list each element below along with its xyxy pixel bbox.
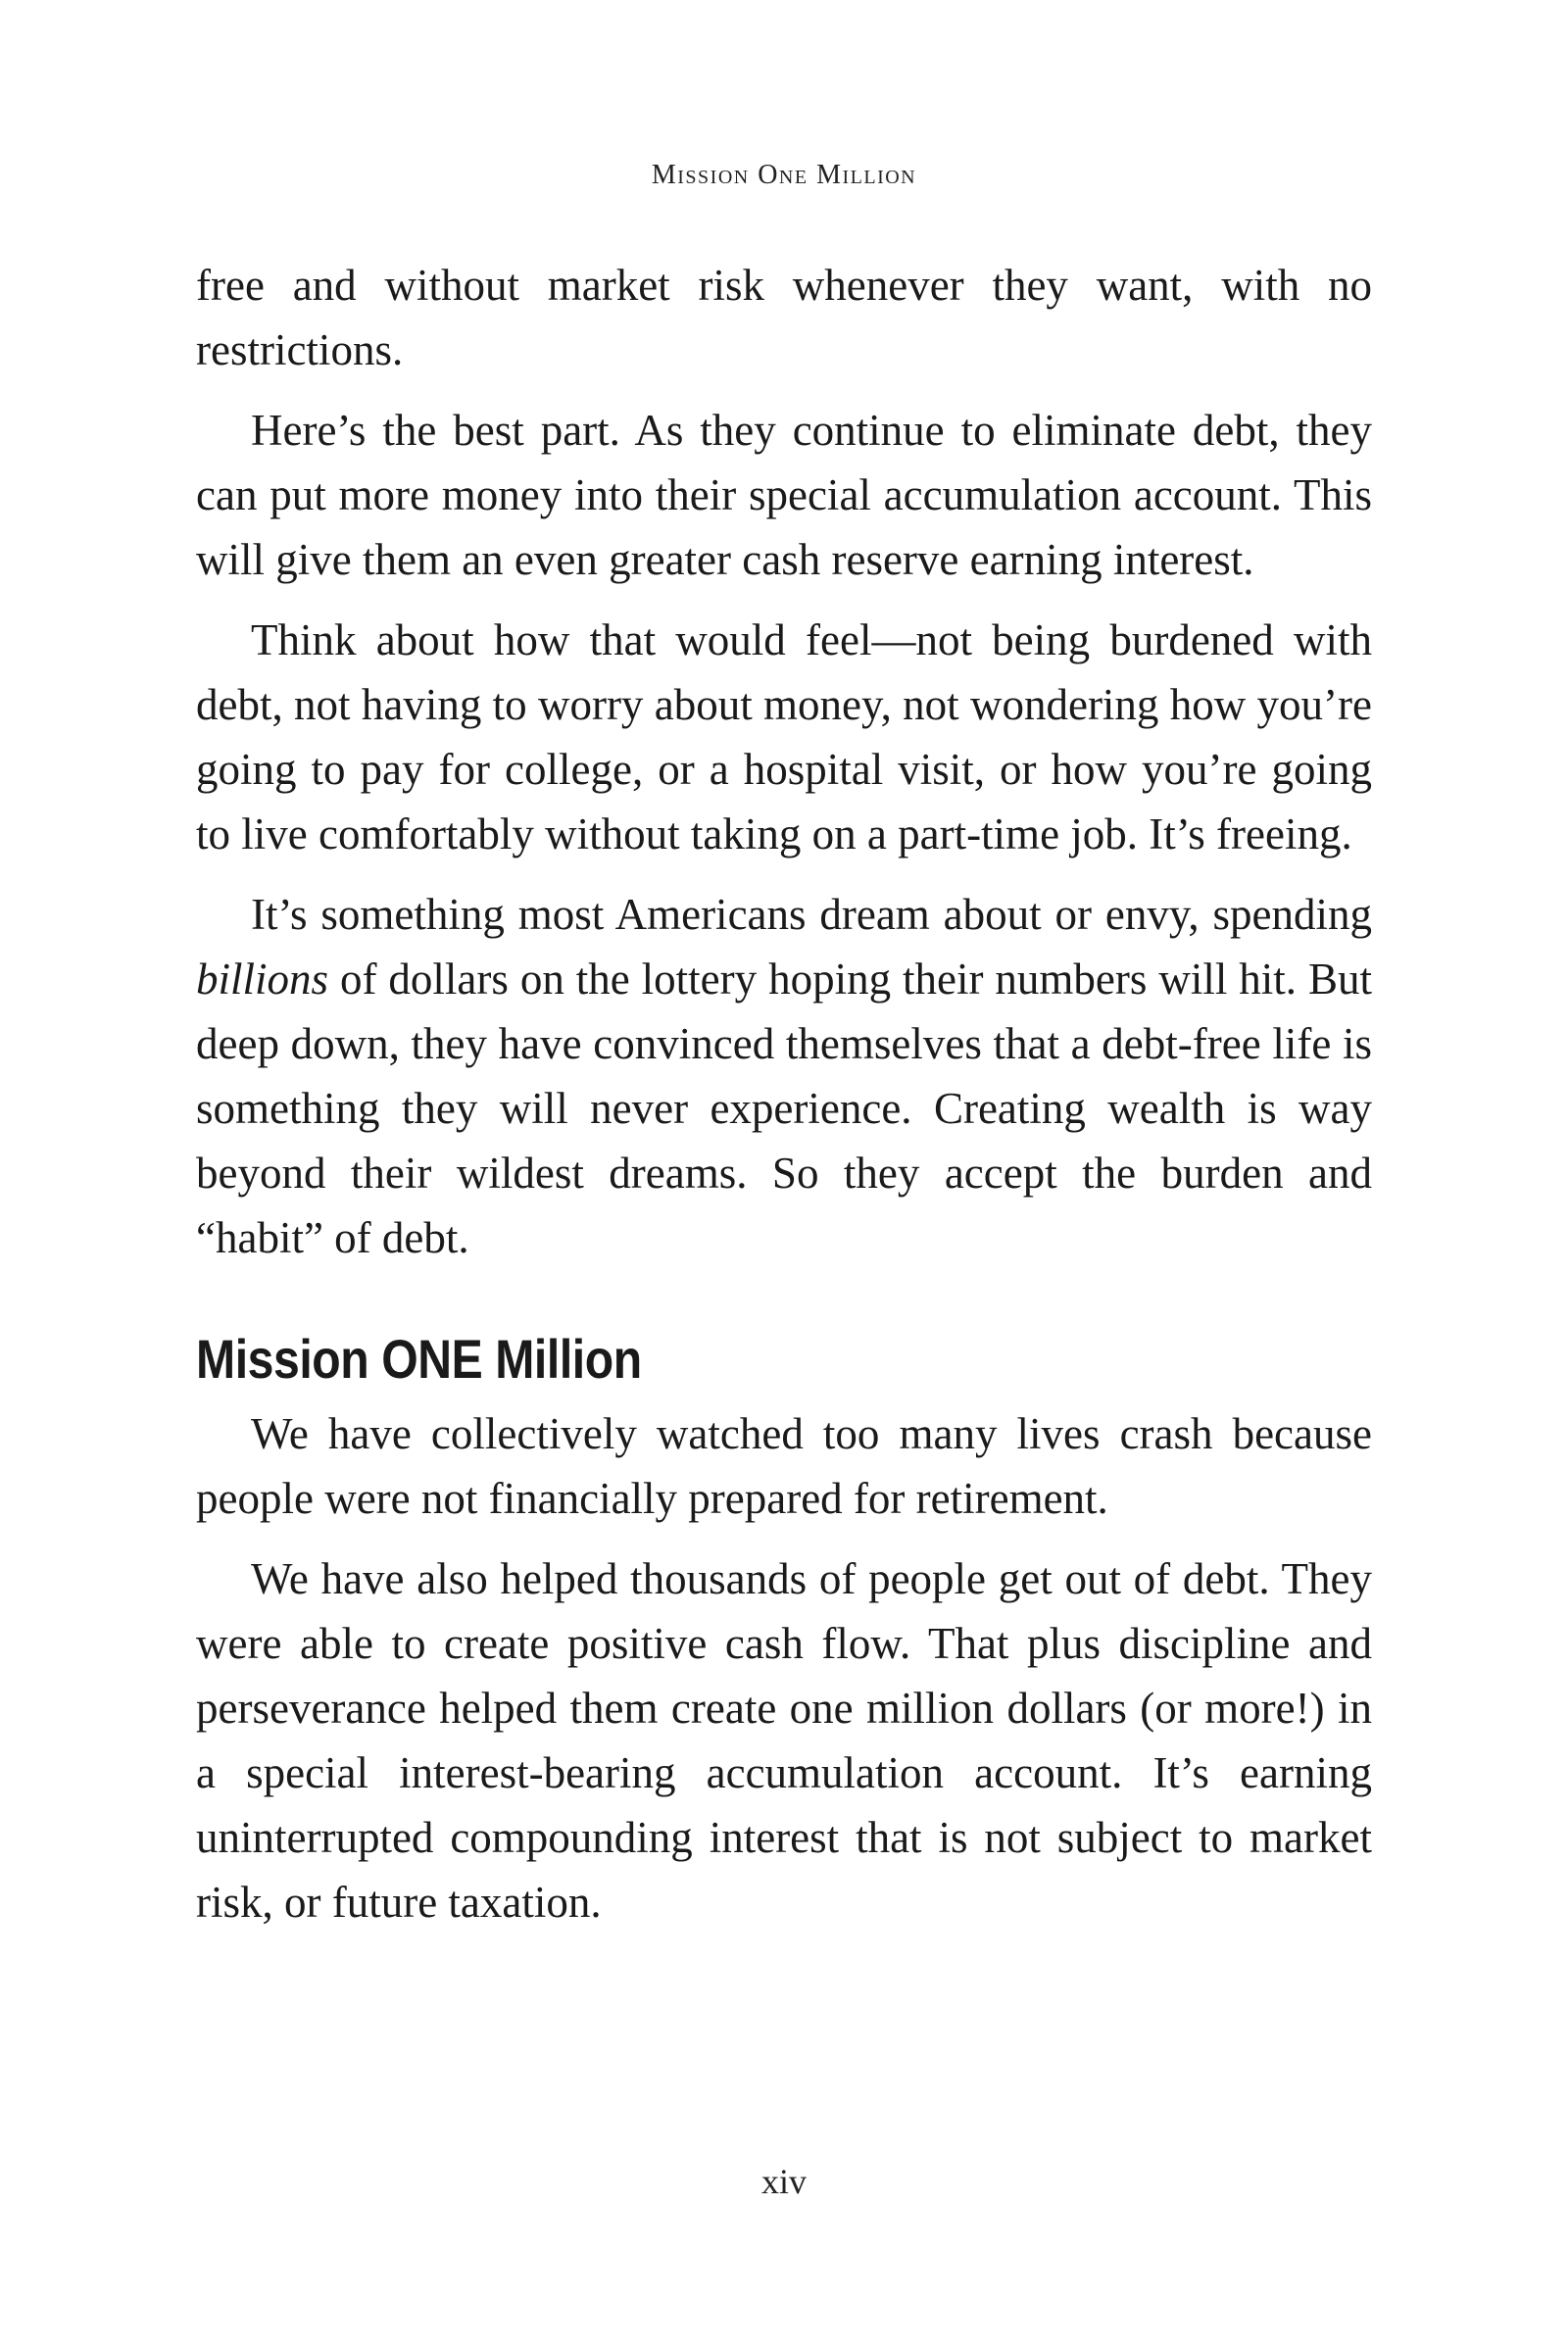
paragraph-lottery-italic: billions — [196, 955, 329, 1004]
paragraph-helped-thousands: We have also helped thousands of people get out of debt. They were able to create positive cash flow. That plus discipline and perseverance helped them create one million dollars (or more!) in a special interest-bearing accumulation account. It’s earning uninterrupted compounding interest that is not subject to market risk, or future taxation. — [196, 1554, 1372, 1927]
paragraph-lottery-before: It’s something most Americans dream about or envy, spending — [251, 890, 1372, 939]
paragraph-think-about: Think about how that would feel—not being burdened with debt, not having to worry about money, not wondering how you’re going to pay for college, or a hospital visit, or how you’re going to live comfortably without taking on a part-time job. It’s freeing. — [196, 615, 1372, 858]
section-heading: Mission ONE Million — [196, 1328, 642, 1390]
running-head: Mission One Million — [651, 160, 917, 190]
page-number: xiv — [760, 2162, 807, 2201]
paragraph-continuation: free and without market risk whenever they want, with no restrictions. — [196, 261, 1372, 374]
paragraph-watched-lives: We have collectively watched too many lives crash because people were not financially prepared for retirement. — [196, 1409, 1372, 1523]
paragraph-lottery-after: of dollars on the lottery hoping their numbers will hit. But deep down, they have convinced themselves that a debt-free life is something they will never experience. Creating wealth is way beyond their wildest dreams. So they accept the burden and “habit” of debt. — [196, 955, 1372, 1262]
body-text — [196, 253, 1372, 1950]
paragraph-lottery — [196, 882, 1372, 1270]
paragraph-best-part: Here’s the best part. As they continue to eliminate debt, they can put more money into their special accumulation account. This will give them an even greater cash reserve earning interest. — [196, 406, 1372, 584]
